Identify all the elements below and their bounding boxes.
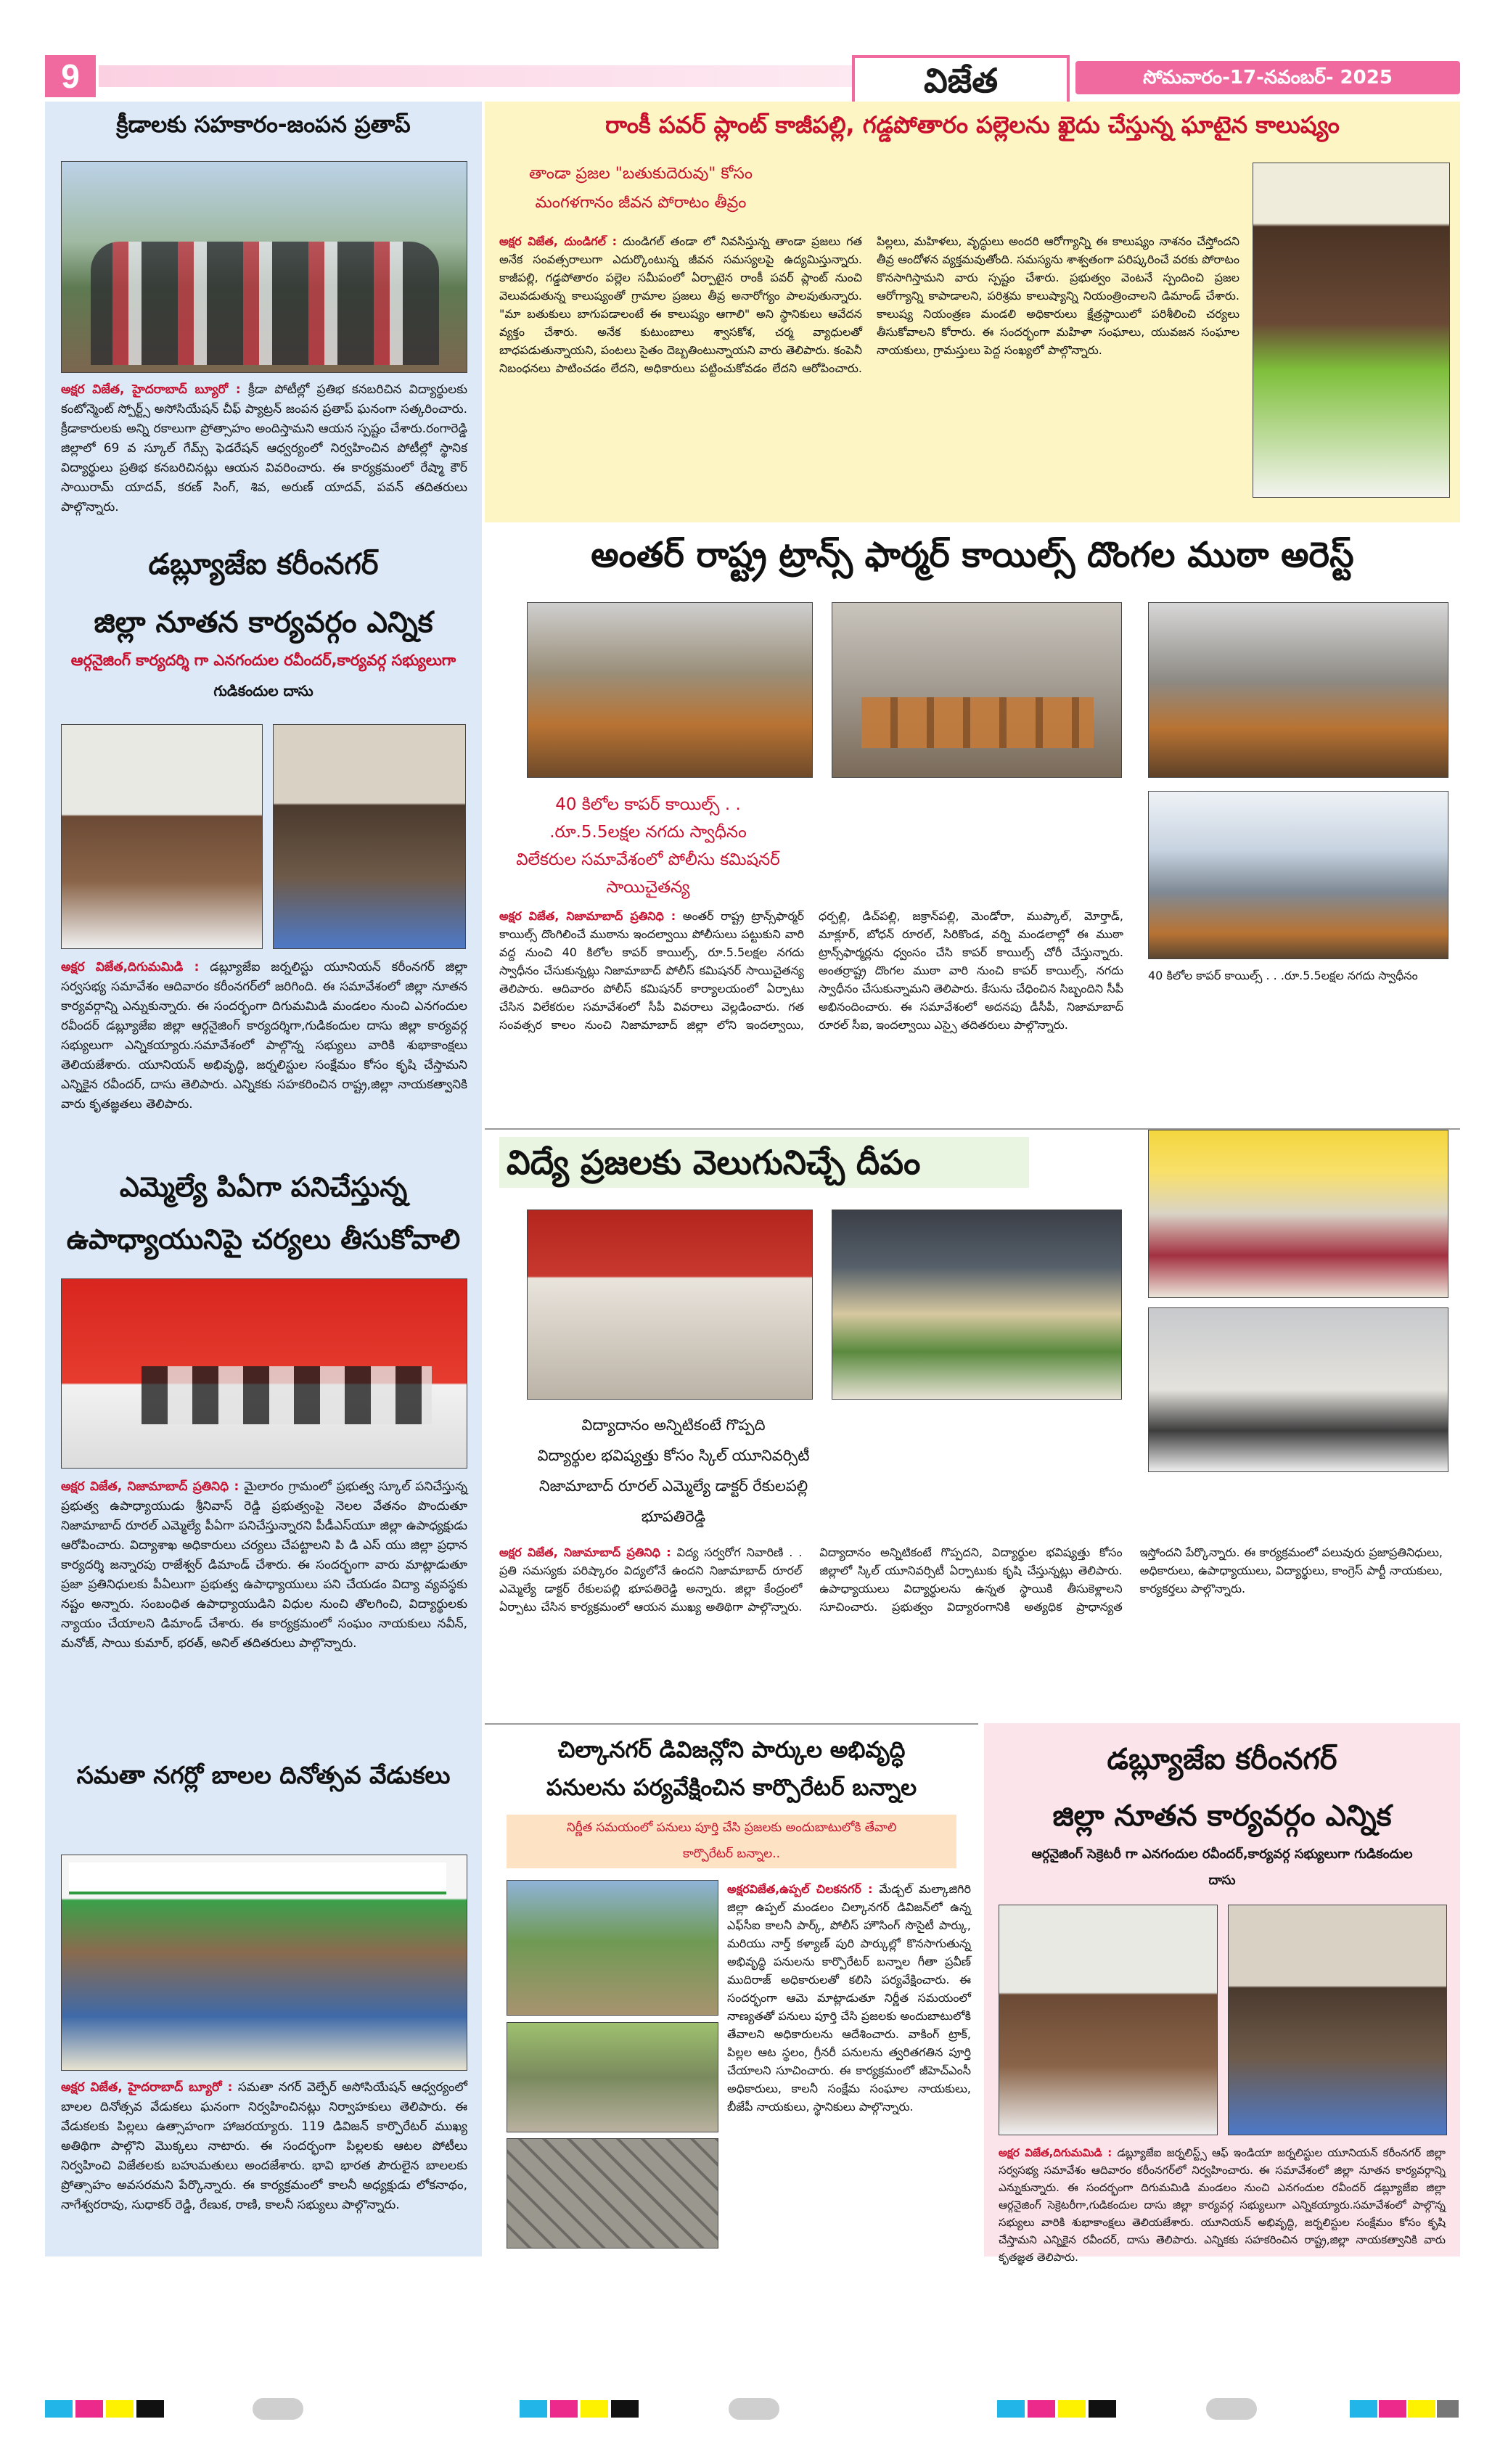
coils-subhead-3: విలేకరుల సమావేశంలో పోలీసు కమిషనర్ (516, 850, 780, 869)
coils-photo-police-2 (1148, 602, 1448, 778)
reg-magenta-4 (1379, 2400, 1406, 2418)
wjc-right-subhead-1: ఆర్గనైజింగ్ సెక్రెటరీ గా ఎనగందుల రవీందర్,కార్యవర్గ సభ్యులుగా గుడికందుల (1031, 1847, 1413, 1862)
wjc-right-dateline: అక్షర విజేత,దిగుమమిడి : (999, 2146, 1112, 2159)
wjc-left-text: డబ్ల్యూజేఐ జర్నలిస్టు యూనియన్ కరీంనగర్ జిల్లా సర్వసభ్య సమావేశం ఆదివారం కరీంనగర్‌లో జరిగింది. ఈ సమావేశంలో జిల్లా నూతన కార్యవర్గాన్ని ఎన్నుకున్నారు. ఈ సందర్భంగా దిగుమమిడి మండలం నుంచి ఎనగందుల రవీందర్ డబ్ల్యూజేఐ జిల్లా ఆర్గనైజింగ్ కార్యదర్శిగా,గుడికందుల దాసు జిల్లా కార్యవర్గ సభ్యులుగా ఎన్నికయ్యారు.సమావేశంలో పాల్గొన్న సభ్యులు వారికి శుభాకాంక్షలు తెలియజేశారు. యూనియన్ అభివృద్ధి, జర్నలిస్టుల సంక్షేమం కోసం కృషి చేస్తామని ఎన్నికైన రవీందర్, దాసు తెలిపారు. ఎన్నికకు సహకరించిన రాష్ట్ర,జిల్లా నాయకత్వానికి వారు కృతజ్ఞతలు తెలిపారు. (61, 960, 467, 1112)
parks-photo-1 (507, 1880, 718, 2016)
date-banner (1075, 61, 1460, 94)
article-children (45, 1749, 482, 2256)
banner-text-strip (69, 1863, 446, 1894)
wjc-left-headline-2: జిల్లా నూతన కార్యవర్గం ఎన్నిక (94, 606, 433, 639)
wjc-right-body (999, 2144, 1446, 2264)
wjc-right-headline-1: డబ్ల్యూజేఐ కరీంనగర్ (1107, 1743, 1337, 1776)
pollution-dateline: అక్షర విజేత, దుండిగల్ : (499, 234, 618, 248)
education-photo-portrait (527, 1210, 813, 1400)
coils-headline: అంతర్ రాష్ట్ర ట్రాన్స్ ఫార్మర్ కాయిల్స్ దొంగల ముఠా అరెస్ట్ (591, 535, 1354, 575)
children-text: సమతా నగర్ వెల్ఫేర్ అసోసియేషన్ ఆధ్వర్యంలో బాలల దినోత్సవ వేడుకలు ఘనంగా నిర్వహించినట్లు నిర్వాహకులు తెలిపారు. ఈ వేడుకలకు పిల్లలు ఉత్సాహంగా హాజరయ్యారు. 119 డివిజన్ కార్పొరేటర్ ముఖ్య అతిథిగా పాల్గొని మొక్కలు నాటారు. ఈ సందర్భంగా పిల్లలకు ఆటల పోటీలు నిర్వహించి విజేతలకు బహుమతులు అందజేశారు. భావి భారత పౌరులైన బాలలకు ప్రోత్సాహం అవసరమని పేర్కొన్నారు. ఈ కార్యక్రమంలో కాలనీ అధ్యక్షుడు లోకనాథం, నాగేశ్వరరావు, సుధాకర్ రెడ్డి, రేణుక, రాణి, కాలనీ సభ్యులు పాల్గొన్నారు. (61, 2080, 467, 2212)
reg-cyan (45, 2400, 73, 2418)
reg-yellow-2 (581, 2400, 608, 2418)
education-photo-stage (1148, 1130, 1448, 1298)
pollution-subhead-2: మంగళగానం జీవన పోరాటం తీవ్రం (535, 194, 747, 212)
parks-photo-3 (507, 2138, 718, 2249)
reg-yellow-4 (1408, 2400, 1435, 2418)
education-subhead-1: విద్యాదానం అన్నిటికంటే గొప్పది (581, 1416, 766, 1434)
sports-dateline: అక్షర విజేత, హైదరాబాద్ బ్యూరో : (61, 382, 241, 397)
teacher-headline-2: ఉపాధ్యాయునిపై చర్యలు తీసుకోవాలి (66, 1223, 461, 1255)
reg-magenta (75, 2400, 103, 2418)
coils-caption-subhead: 40 కిలోల కాపర్ కాయిల్స్ . . (1148, 969, 1277, 982)
coils-photo-press-meet (1148, 791, 1448, 959)
sports-text: క్రీడా పోటీల్లో ప్రతిభ కనబరిచిన విద్యార్థులకు కంటోన్మెంట్ స్పోర్ట్స్ అసోసియేషన్ చీఫ్ ప్యాట్రన్ జంపన ప్రతాప్ ఘనంగా సత్కరించారు. క్రీడాకారులకు అన్ని రకాలుగా ప్రోత్సాహం అందిస్తామని ఆయన స్పష్టం చేశారు.రంగారెడ్డి జిల్లాలో 69 వ స్కూల్ గేమ్స్ ఫెడరేషన్ ఆధ్వర్యంలో నిర్వహించిన పోటీల్లో స్థానిక విద్యార్థులు ప్రతిభ కనబరిచినట్లు ఆయన వివరించారు. ఈ కార్యక్రమంలో రేష్మా కౌర్ సాయిరామ్ యాదవ్, కరణ్ సింగ్, శివ, అరుణ్ యాదవ్, పవన్ తదితరులు పాల్గొన్నారు. (61, 382, 467, 514)
portrait-dasu (273, 724, 466, 949)
education-photo-felicitation (832, 1210, 1122, 1400)
wjc-left-dateline: అక్షర విజేత,దిగుమమిడి : (61, 960, 200, 974)
wjc-right-headline-2: జిల్లా నూతన కార్యవర్గం ఎన్నిక (1052, 1799, 1392, 1833)
coils-dateline: అక్షర విజేత, నిజామాబాద్ ప్రతినిధి : (499, 909, 676, 923)
education-subhead-3: నిజామాబాద్ రూరల్ ఎమ్మెల్యే డాక్టర్ రేకులపల్లి (538, 1477, 808, 1495)
education-subhead-box (499, 1410, 848, 1540)
logo-text: విజేత (923, 61, 999, 100)
education-body (499, 1543, 1443, 1714)
print-registration-strip (0, 2387, 1500, 2431)
education-headline: విద్యే ప్రజలకు వెలుగునిచ్చే దీపం (507, 1143, 921, 1182)
seized-coils (861, 697, 1094, 748)
pollution-body (499, 232, 1239, 508)
parks-subhead-2: కార్పొరేటర్ బన్నాల.. (682, 1847, 781, 1861)
reg-pill-1 (253, 2398, 303, 2420)
reg-grey-4 (1437, 2400, 1459, 2418)
coils-photo-seized-items (832, 602, 1122, 778)
parks-headline-1: చిల్కానగర్ డివిజన్లోని పార్కుల అభివృద్ధి (557, 1737, 906, 1763)
article-parks (485, 1723, 978, 2256)
sports-body (61, 380, 467, 518)
seated-people (142, 1366, 432, 1424)
children-day-photo (61, 1855, 467, 2071)
pollution-portrait (1253, 163, 1450, 498)
masthead-logo (852, 55, 1070, 106)
portrait-ravinder-right (999, 1905, 1218, 2135)
coils-photo-caption (1148, 966, 1447, 1112)
article-teacher (45, 1154, 482, 1749)
reg-cyan-3 (997, 2400, 1025, 2418)
parks-photo-2 (507, 2022, 718, 2132)
wjc-right-text: డబ్ల్యూజేఐ జర్నలిస్ట్స్ ఆఫ్ ఇండియా జర్నలిస్టుల యూనియన్ కరీంనగర్ జిల్లా సర్వసభ్య సమావేశం ఆదివారం కరీంనగర్‌లో నిర్వహించారు. ఈ సమావేశంలో జిల్లా నూతన కార్యవర్గాన్ని ఎన్నుకున్నారు. ఈ సందర్భంగా దిగుమమిడి మండలం నుంచి ఎనగందుల రవీందర్ డబ్ల్యూజేఐ జిల్లా ఆర్గనైజింగ్ సెక్రెటరీగా,గుడికందుల దాసు జిల్లా కార్యవర్గ సభ్యులుగా ఎన్నికయ్యారు.సమావేశంలో పాల్గొన్న సభ్యులు వారికి శుభాకాంక్షలు తెలియజేశారు. యూనియన్ అభివృద్ధి, జర్నలిస్టుల సంక్షేమం కోసం కృషి చేస్తామని ఎన్నికైన రవీందర్, దాసు తెలిపారు. ఎన్నికకు సహకరించిన రాష్ట్ర,జిల్లా నాయకత్వానికి వారు కృతజ్ఞత తెలిపారు. (999, 2146, 1446, 2264)
sports-group-photo (61, 161, 467, 373)
education-text: విద్య సర్వరోగ నివారిణి . . ప్రతి సమస్యకు పరిష్కారం విద్యలోనే ఉందని నిజామాబాద్ రూరల్ ఎమ్మెల్యే డాక్టర్ రేకులపల్లి భూపతిరెడ్డి అన్నారు. జిల్లా కేంద్రంలో ఏర్పాటు చేసిన కార్యక్రమంలో ఆయన ముఖ్య అతిథిగా పాల్గొన్నారు. విద్యాదానం అన్నిటికంటే గొప్పదని, విద్యార్థుల భవిష్యత్తు కోసం జిల్లాలో స్కిల్ యూనివర్సిటీ ఏర్పాటుకు కృషి చేస్తున్నట్లు తెలిపారు. ఉపాధ్యాయులు విద్యార్థులను ఉన్నత స్థాయికి తీసుకెళ్లాలని సూచించారు. ప్రభుత్వం విద్యారంగానికి అత్యధిక ప్రాధాన్యత ఇస్తోందని పేర్కొన్నారు. ఈ కార్యక్రమంలో పలువురు ప్రజాప్రతినిధులు, అధికారులు, ఉపాధ్యాయులు, విద్యార్థులు, కాంగ్రెస్ పార్టీ నాయకులు, కార్యకర్తలు పాల్గొన్నారు. (499, 1545, 1443, 1614)
pollution-headline: రాంకీ పవర్ ప్లాంట్ కాజీపల్లి, గడ్డపోతారం పల్లెలను ఖైదు చేస్తున్న ఘాటైన కాలుష్యం (605, 111, 1340, 139)
parks-headline-2: పనులను పర్యవేక్షించిన కార్పొరేటర్ బన్నాల (546, 1775, 917, 1801)
article-wjc-left (45, 530, 482, 1154)
reg-yellow (106, 2400, 134, 2418)
children-body (61, 2078, 467, 2245)
reg-black-2 (611, 2400, 639, 2418)
reg-black (136, 2400, 164, 2418)
parks-subhead-box (507, 1815, 956, 1868)
coils-caption-subhead-2: .రూ.5.5లక్షల నగదు స్వాధీనం (1280, 969, 1418, 982)
page-number: 9 (45, 55, 96, 97)
article-coils (485, 522, 1460, 1125)
education-photo-audience (1148, 1307, 1448, 1472)
coils-photo-police-1 (527, 602, 813, 778)
reg-pill-2 (729, 2398, 779, 2420)
education-subhead-2: విద్యార్థుల భవిష్యత్తు కోసం స్కిల్ యూనివర్సిటీ (537, 1447, 810, 1464)
article-education (485, 1128, 1460, 1723)
wjc-left-subhead-1: ఆర్గనైజింగ్ కార్యదర్శి గా ఎనగందుల రవీందర్,కార్యవర్గ సభ్యులుగా (70, 652, 456, 669)
reg-magenta-2 (550, 2400, 578, 2418)
masthead-left-bar (99, 65, 853, 87)
portrait-ravinder (61, 724, 263, 949)
teacher-press-photo (61, 1278, 467, 1469)
date-line: సోమవారం-17-నవంబర్- 2025 (1143, 67, 1393, 89)
article-wjc-right (984, 1723, 1460, 2264)
reg-pill-3 (1206, 2398, 1257, 2420)
teacher-body (61, 1477, 467, 1740)
parks-body (727, 1880, 971, 2247)
education-dateline: అక్షర విజేత, నిజామాబాద్ ప్రతినిధి : (499, 1545, 671, 1559)
coils-subhead-2: .రూ.5.5లక్షల నగదు స్వాధీనం (549, 823, 747, 842)
reg-cyan-4 (1350, 2400, 1377, 2418)
article-sports (45, 102, 482, 530)
parks-text: మేడ్చల్ మల్కాజిగిరి జిల్లా ఉప్పల్ మండలం చిల్కానగర్ డివిజన్‌లో ఉన్న ఎఫ్‌సీఐ కాలనీ పార్క్, పోలీస్ హౌసింగ్ సొసైటీ పార్కు, మరియు నార్త్ కళ్యాణ్ పురి పార్కుల్లో కొనసాగుతున్న అభివృద్ధి పనులను కార్పొరేటర్ బన్నాల గీతా ప్రవీణ్ ముదిరాజ్ అధికారులతో కలిసి పర్యవేక్షించారు. ఈ సందర్భంగా ఆమె మాట్లాడుతూ నిర్ణీత సమయంలో నాణ్యతతో పనులు పూర్తి చేసి ప్రజలకు అందుబాటులోకి తేవాలని అధికారులను ఆదేశించారు. వాకింగ్ ట్రాక్, పిల్లల ఆట స్థలం, గ్రీనరీ పనులను త్వరితగతిన పూర్తి చేయాలని సూచించారు. ఈ కార్యక్రమంలో జీహెచ్ఎంసీ అధికారులు, కాలనీ సంక్షేమ సంఘాల నాయకులు, బీజేపీ నాయకులు, స్థానికులు పాల్గొన్నారు. (727, 1882, 971, 2114)
coils-subhead-box (499, 791, 797, 900)
wjc-right-subhead-2: దాసు (1208, 1873, 1236, 1888)
teacher-dateline: అక్షర విజేత, నిజామాబాద్ ప్రతినిధి : (61, 1479, 239, 1494)
pollution-subhead-box (499, 160, 782, 225)
teacher-text: మైలారం గ్రామంలో ప్రభుత్వ స్కూల్ పనిచేస్తున్న ప్రభుత్వ ఉపాధ్యాయుడు శ్రీనివాస్ రెడ్డి ప్రభుత్వంపై నెలల వేతనం పొందుతూ నిజామాబాద్ రూరల్ ఎమ్మెల్యే పీఏగా పనిచేస్తున్నారని పీడీఎస్‌యూ జిల్లా ఉపాధ్యక్షుడు ఆరోపించారు. విద్యాశాఖ అధికారులు చర్యలు చేపట్టాలని పి డి ఎస్ యు జిల్లా ప్రధాన కార్యదర్శి జన్నారపు రాజేశ్వర్ డిమాండ్ చేశారు. ఈ సందర్భంగా వారు మాట్లాడుతూ ప్రజా ప్రతినిధులకు పీఏలుగా ప్రభుత్వ ఉపాధ్యాయులు పని చేయడం విద్యా వ్యవస్థకు నష్టం అన్నారు. సంబంధిత ఉపాధ్యాయుడిని విధుల నుంచి తొలగించి, విద్యార్థులకు న్యాయం చేయాలని డిమాండ్ చేశారు. ఈ కార్యక్రమంలో సంఘం నాయకులు నవీన్, మనోజ్, సాయి కుమార్, భరత్, అనిల్ తదితరులు పాల్గొన్నారు. (61, 1479, 467, 1651)
reg-yellow-3 (1058, 2400, 1086, 2418)
portrait-dasu-right (1228, 1905, 1447, 2135)
parks-dateline: అక్షరవిజేత,ఉప్పల్ చిలకనగర్ : (727, 1882, 873, 1896)
wjc-left-headline-1: డబ్ల్యూజేఐ కరీంనగర్ (148, 548, 379, 581)
children-dateline: అక్షర విజేత, హైదరాబాద్ బ్యూరో : (61, 2080, 233, 2095)
coils-subhead-4: సాయిచైతన్య (606, 878, 690, 897)
pollution-subhead-1: తాండా ప్రజల "బతుకుదెరువు" కోసం (529, 165, 753, 183)
reg-magenta-3 (1028, 2400, 1055, 2418)
wjc-left-subhead-2: గుడికందుల దాసు (213, 682, 313, 699)
article-pollution (485, 102, 1460, 522)
wjc-left-body (61, 958, 467, 1114)
children-headline: సమతా నగర్లో బాలల దినోత్సవ వేడుకలు (76, 1761, 451, 1789)
education-subhead-4: భూపతిరెడ్డి (641, 1508, 706, 1525)
parks-subhead-1: నిర్ణీత సమయంలో పనులు పూర్తి చేసి ప్రజలకు అందుబాటులోకి తేవాలి (566, 1820, 897, 1835)
teacher-headline-1: ఎమ్మెల్యే పిఏగా పనిచేస్తున్న (119, 1171, 408, 1203)
coils-text: అంతర్ రాష్ట్ర ట్రాన్స్‌ఫార్మర్ కాయిల్స్ దొంగిలించే ముఠాను ఇందల్వాయి పోలీసులు పట్టుకుని వారి వద్ద నుంచి 40 కిలోల కాపర్ కాయిల్స్, రూ.5.5లక్షల నగదు స్వాధీనం చేసుకున్నట్లు నిజామాబాద్ పోలీస్ కమిషనర్ సాయిచైతన్య తెలిపారు. ఆదివారం పోలీస్ కమిషనర్ కార్యాలయంలో ఏర్పాటు చేసిన విలేకరుల సమావేశంలో సీపీ వివరాలు వెల్లడించారు. గత సంవత్సర కాలం నుంచి నిజామాబాద్ జిల్లా లోని ఇందల్వాయి, ధర్పల్లి, డిచ్‌పల్లి, జక్రాన్‌పల్లి, మెండోరా, ముప్కాల్, మోర్తాడ్, మాక్లూర్, బోధన్ రూరల్, సిరికొండ, వర్ని మండలాల్లో ఈ ముఠా ట్రాన్స్‌ఫార్మర్లను ధ్వంసం చేసి కాపర్ కాయిల్స్ చోరీ చేస్తున్నారు. అంతర్రాష్ట్ర దొంగల ముఠా వారి నుంచి కాపర్ కాయిల్స్, నగదు స్వాధీనం చేసుకున్నామని తెలిపారు. కేసును చేధించిన సిబ్బందిని సీపీ అభినందించారు. ఈ సమావేశంలో అదనపు డీసీపీ, నిజామాబాద్ రూరల్ సీఐ, ఇందల్వాయి ఎస్సై తదితరులు పాల్గొన్నారు. (499, 909, 1123, 1032)
people-silhouette (91, 242, 439, 365)
coils-subhead-1: 40 కిలోల కాపర్ కాయిల్స్ . . (555, 795, 741, 814)
pollution-text: దుండిగల్ తండా లో నివసిస్తున్న తాండా ప్రజలు గత అనేక సంవత్సరాలుగా ఎదుర్కొంటున్న జీవన సమస్యలపై ఉద్యమిస్తున్నారు. కాజీపల్లి, గడ్డపోతారం పల్లెల సమీపంలో ఏర్పాటైన రాంకీ పవర్ ప్లాంట్ నుంచి వెలువడుతున్న కాలుష్యంతో గ్రామాల ప్రజలు తీవ్ర అనారోగ్యం పాలవుతున్నారు. "మా బతుకులు బాగుపడాలంటే ఈ కాలుష్యం ఆగాలి" అని స్థానికులు ఆవేదన వ్యక్తం చేశారు. అనేక కుటుంబాలు శ్వాసకోశ, చర్మ వ్యాధులతో బాధపడుతున్నాయని, పంటలు సైతం దెబ్బతింటున్నాయని వారు తెలిపారు. కంపెనీ నిబంధనలు పాటించడం లేదని, అధికారులు పట్టించుకోవడం లేదని ఆరోపించారు. పిల్లలు, మహిళలు, వృద్ధులు అందరి ఆరోగ్యాన్ని ఈ కాలుష్యం నాశనం చేస్తోందని తీవ్ర ఆందోళన వ్యక్తమవుతోంది. సమస్యను శాశ్వతంగా పరిష్కరించే వరకు పోరాటం కొనసాగిస్తామని వారు స్పష్టం చేశారు. ప్రభుత్వం వెంటనే స్పందించి ప్రజల ఆరోగ్యాన్ని కాపాడాలని, పరిశ్రమ కాలుష్యాన్ని నియంత్రించాలని డిమాండ్ చేశారు. కాలుష్య నియంత్రణ మండలి అధికారులు క్షేత్రస్థాయిలో పరిశీలించి చర్యలు తీసుకోవాలని కోరారు. ఈ సందర్భంగా మహిళా సంఘాలు, యువజన సంఘాల నాయకులు, గ్రామస్తులు పెద్ద సంఖ్యలో పాల్గొన్నారు. (499, 234, 1239, 375)
sports-headline: క్రీడాలకు సహకారం-జంపన ప్రతాప్ (116, 112, 411, 138)
reg-black-3 (1089, 2400, 1116, 2418)
reg-cyan-2 (520, 2400, 547, 2418)
coils-body (499, 907, 1123, 1110)
